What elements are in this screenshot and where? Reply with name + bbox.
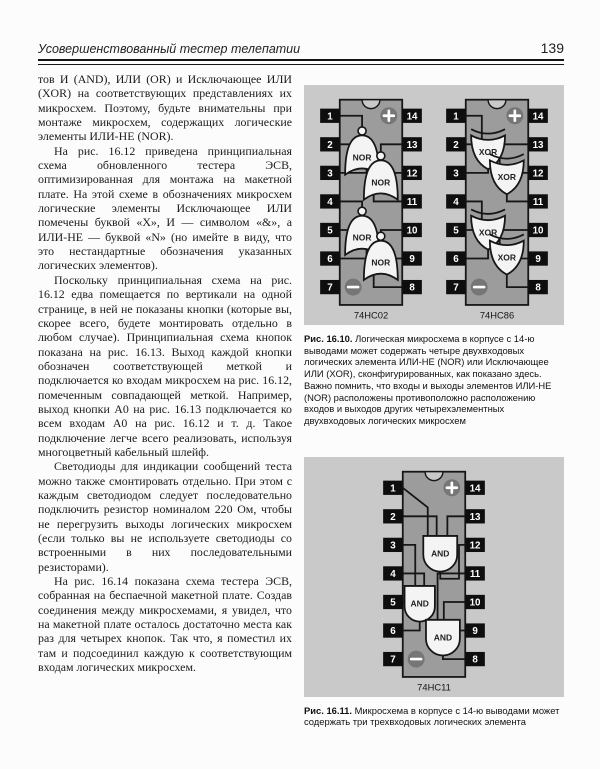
pin-number: 8 [472, 654, 478, 666]
body-paragraph: Поскольку принципиальная схема на рис. 16.12 едва помещается по вертикали на одной странице, в ней не показаны кнопки (которые вы, скорее всего, будете монтировать отдельно в любом случае). Принципиальная схема кнопок показана на рис. 16.13. Выход каждой кнопки обозначен соответствующей меткой и подключается ко входам микросхем на рис. 16.12, помеченным совпадающей меткой. Например, выход кнопки A0 на рис. 16.13 подключается ко всем входам A0 на рис. 16.12 и т. д. Такое подключение легче всего реализовать, используя многоцветный кабельный шлейф. [38, 272, 292, 459]
pin-number: 3 [327, 168, 333, 180]
pin-number: 2 [453, 139, 459, 151]
pin-number: 14 [469, 482, 481, 494]
gate-label: AND [431, 548, 450, 559]
inverter-bubble-icon [377, 152, 385, 160]
pin-number: 13 [532, 139, 544, 151]
chip-label: 74HC86 [479, 310, 515, 321]
pin-number: 6 [327, 254, 333, 266]
pin-number: 6 [453, 254, 459, 266]
pin-number: 5 [453, 225, 459, 237]
gate-label: AND [433, 631, 453, 642]
pin-number: 3 [453, 168, 459, 180]
gate-label: XOR [497, 252, 516, 263]
pin-number: 12 [406, 168, 418, 180]
pin-number: 7 [327, 282, 333, 294]
pin-number: 13 [469, 511, 481, 523]
pin-number: 8 [535, 282, 541, 294]
inverter-bubble-icon [358, 127, 366, 135]
chip-diagram-74hc11 [376, 461, 492, 695]
caption-text: Микросхема в корпусе с 14-ю выводами может содержать три трехвходовых логических элемента [304, 704, 560, 728]
header-rule [38, 59, 564, 65]
header-title: Усовершенствованный тестер телепатии [38, 42, 301, 56]
pin-number: 4 [327, 196, 333, 208]
chip-diagram-74hc86 [439, 89, 555, 323]
chip-label: 74HC11 [417, 681, 451, 692]
figure-caption [304, 705, 564, 728]
pin-number: 2 [390, 511, 396, 523]
gate-label: NOR [371, 177, 391, 188]
body-paragraph: На рис. 16.12 приведена принципиальная схема обновленного тестера ЭСВ, оптимизированная для монтажа на макетной плате. На этой схеме в обозначениях микросхем логические элементы Исключающее ИЛИ помечены буквой «X», И — символом «&», а ИЛИ-НЕ — буквой «N» (но имейте в виду, что это нестандартные обозначения указанных логических элементов). [38, 143, 292, 273]
pin-number: 1 [453, 111, 459, 123]
pin-number: 13 [406, 139, 418, 151]
body-paragraph: тов И (AND), ИЛИ (OR) и Исключающее ИЛИ (XOR) на соответствующих представлениях их микросхем. Поэтому, будьте внимательны при монтаже микросхем, содержащих логические элементы ИЛИ-НЕ (NOR). [38, 72, 292, 144]
pin-number: 10 [406, 225, 418, 237]
pin-number: 9 [535, 254, 541, 266]
figure-panel [304, 457, 564, 697]
caption-label: Рис. 16.11. [304, 704, 352, 716]
pin-number: 11 [469, 568, 481, 580]
pin-number: 5 [390, 597, 396, 609]
pin-number: 14 [406, 111, 418, 123]
inverter-bubble-icon [358, 207, 366, 215]
caption-text: Логическая микросхема в корпусе с 14-ю выводами может содержать четыре двухвходовых логических элемента ИЛИ-НЕ (NOR) или Исключающее ИЛИ (XOR), сконфигурированных, как показано здесь. Важно помнить, что входы и выходы элементов ИЛИ-НЕ (NOR) расположены противоположно расположению входов и выходов других четырехэлементных двухвходовых логических микросхем [304, 333, 552, 426]
figure-16-10 [304, 85, 564, 427]
chip-diagram-74hc02 [313, 89, 429, 323]
pin-number: 9 [409, 254, 415, 266]
figure-16-11 [304, 457, 564, 728]
pin-number: 9 [472, 625, 478, 637]
pin-number: 5 [327, 225, 333, 237]
gate-label: XOR [478, 227, 498, 238]
pin-number: 1 [327, 111, 333, 123]
gate-label: AND [410, 598, 429, 609]
page-number: 139 [540, 40, 564, 56]
gate-label: NOR [371, 257, 391, 268]
gate-label: XOR [497, 172, 516, 183]
figures-column [304, 72, 564, 728]
pin-number: 14 [532, 111, 544, 123]
pin-number: 11 [406, 196, 418, 208]
body-paragraph: На рис. 16.14 показана схема тестера ЭСВ, собранная на беспаечной макетной плате. Создав соединения между микросхемами, я увидел, что на макетной плате осталось достаточно места как раз для четырех кнопок. Так что, я поместил их там и подсоединил каждую к соответствующим входам логических микросхем. [38, 574, 292, 675]
page-content [38, 72, 564, 728]
chip-label: 74HC02 [353, 310, 389, 321]
pin-number: 12 [469, 540, 481, 552]
pin-number: 6 [390, 625, 396, 637]
pin-number: 8 [409, 282, 415, 294]
pin-number: 7 [390, 654, 396, 666]
pin-number: 10 [469, 597, 481, 609]
figure-panel [304, 85, 564, 325]
pin-number: 4 [390, 568, 396, 580]
gate-label: XOR [478, 147, 498, 158]
caption-label: Рис. 16.10. [304, 333, 353, 344]
gate-label: NOR [352, 232, 372, 243]
pin-number: 12 [532, 168, 544, 180]
body-paragraph: Светодиоды для индикации сообщений теста можно также смонтировать отдельно. При этом с каждым светодиодом следует последовательно подключить резистор номиналом 220 Ом, чтобы не перегрузить выходы логических микросхем (если только вы не используете светодиоды со встроенными в них последовательными резисторами). [38, 459, 292, 574]
pin-number: 1 [390, 482, 396, 494]
body-text-column [38, 72, 292, 728]
pin-number: 11 [532, 196, 544, 208]
running-header [38, 40, 564, 56]
pin-number: 10 [532, 225, 544, 237]
pin-number: 2 [327, 139, 333, 151]
pin-number: 3 [390, 540, 396, 552]
pin-number: 7 [453, 282, 459, 294]
figure-caption [304, 333, 564, 427]
pin-number: 4 [453, 196, 459, 208]
gate-label: NOR [352, 152, 372, 163]
inverter-bubble-icon [377, 232, 385, 240]
